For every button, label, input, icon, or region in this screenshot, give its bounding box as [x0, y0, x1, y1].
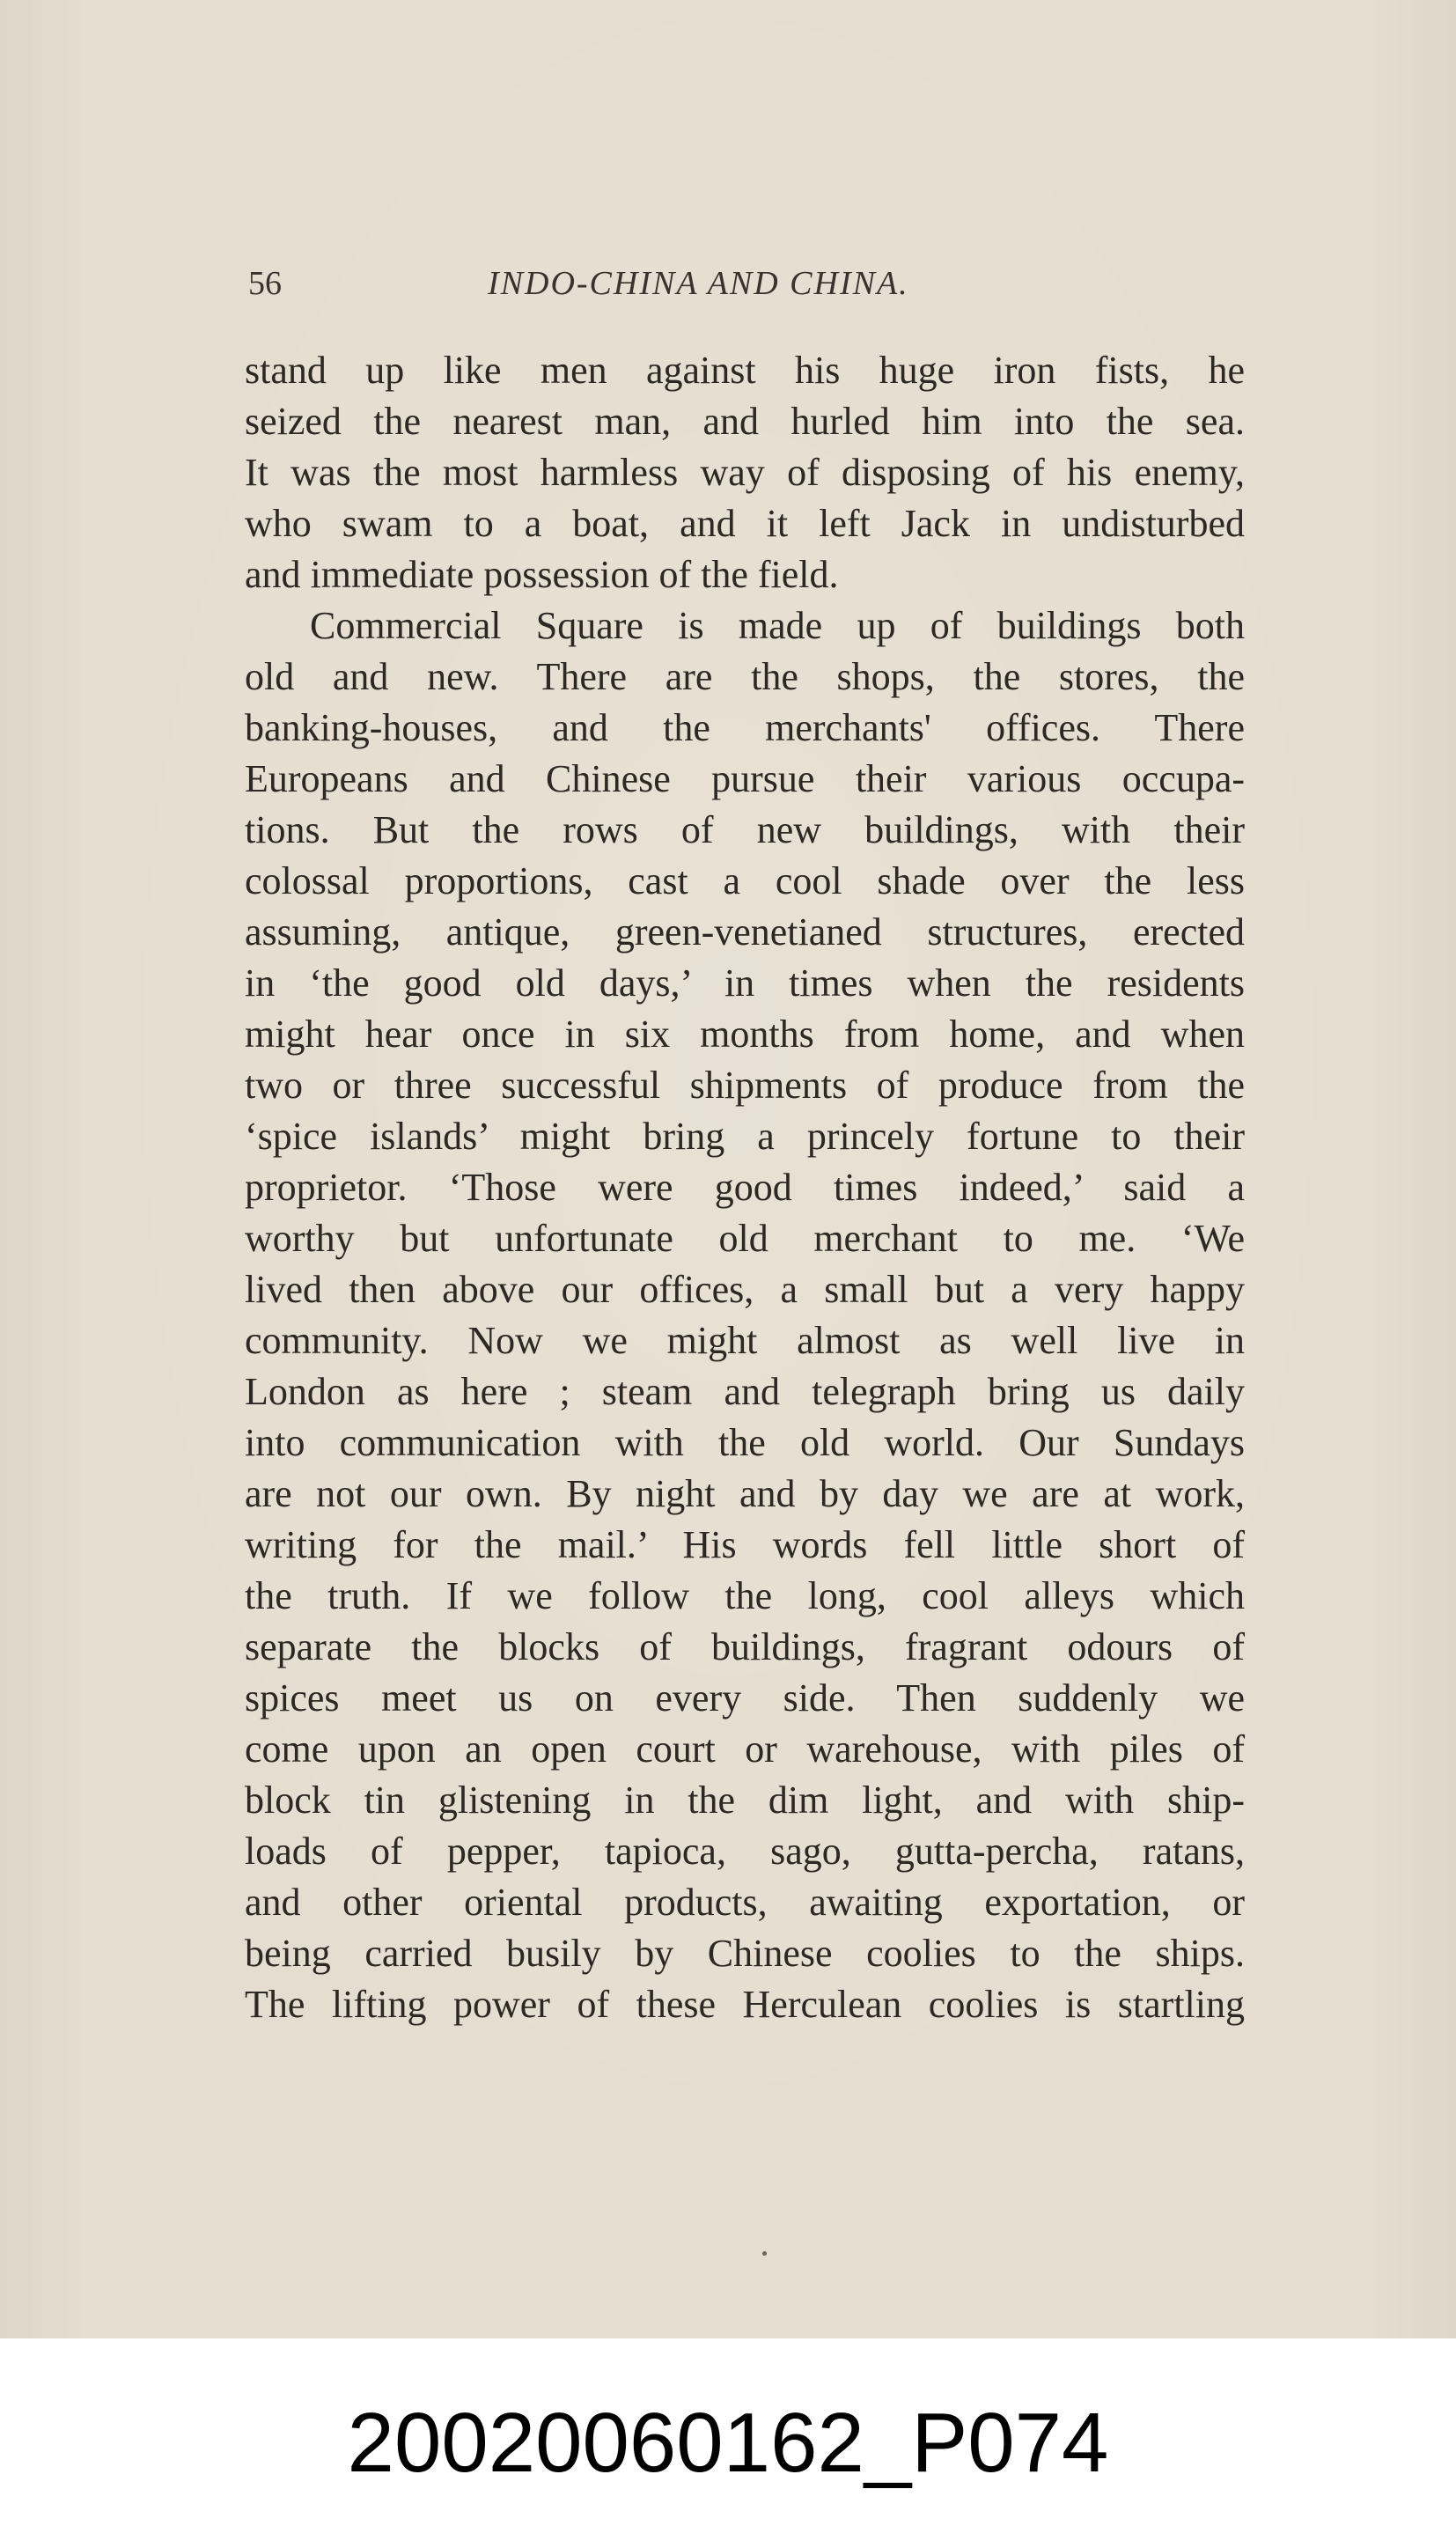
text-line: old and new. There are the shops, the stores, the — [245, 655, 1245, 698]
text-line: in ‘the good old days,’ in times when the residents — [245, 961, 1245, 1005]
ink-speck — [762, 2251, 767, 2256]
page-number: 56 — [248, 265, 282, 302]
text-line: lived then above our offices, a small but a very happy — [245, 1268, 1245, 1311]
text-line: seized the nearest man, and hurled him into the sea. — [245, 400, 1245, 443]
text-line: the truth. If we follow the long, cool alleys which — [245, 1574, 1245, 1617]
text-line: tions. But the rows of new buildings, with their — [245, 808, 1245, 851]
scan-id-caption: 20020060162_P074 — [0, 2338, 1456, 2548]
text-line: proprietor. ‘Those were good times indeed,’ said a — [245, 1166, 1245, 1209]
text-line: ‘spice islands’ might bring a princely fortune to their — [245, 1115, 1245, 1158]
text-line: colossal proportions, cast a cool shade over the less — [245, 859, 1245, 902]
text-line: and other oriental products, awaiting exportation, or — [245, 1881, 1245, 1924]
body-text — [245, 345, 1245, 2030]
text-line: London as here ; steam and telegraph bring us daily — [245, 1370, 1245, 1413]
running-head: INDO-CHINA AND CHINA. — [488, 265, 909, 302]
text-line: The lifting power of these Herculean coolies is startling — [245, 1983, 1245, 2026]
text-line: Commercial Square is made up of buildings both — [310, 604, 1245, 647]
text-line: Europeans and Chinese pursue their various occupa- — [245, 757, 1245, 800]
text-line: writing for the mail.’ His words fell little short of — [245, 1523, 1245, 1566]
text-line: It was the most harmless way of disposing of his enemy, — [245, 451, 1245, 494]
text-line: two or three successful shipments of produce from the — [245, 1064, 1245, 1107]
text-line: assuming, antique, green-venetianed structures, erected — [245, 910, 1245, 954]
text-line: being carried busily by Chinese coolies to the ships. — [245, 1932, 1245, 1975]
text-line: are not our own. By night and by day we are at work, — [245, 1472, 1245, 1515]
text-line: spices meet us on every side. Then suddenly we — [245, 1676, 1245, 1720]
text-line: into communication with the old world. Our Sundays — [245, 1421, 1245, 1464]
text-line: block tin glistening in the dim light, and with ship- — [245, 1778, 1245, 1822]
text-line: who swam to a boat, and it left Jack in undisturbed — [245, 502, 1245, 545]
text-line: worthy but unfortunate old merchant to me. ‘We — [245, 1217, 1245, 1260]
text-line: and immediate possession of the field. — [245, 553, 839, 596]
text-line: stand up like men against his huge iron fists, he — [245, 349, 1245, 392]
text-line: come upon an open court or warehouse, with piles of — [245, 1727, 1245, 1771]
text-line: might hear once in six months from home, and when — [245, 1013, 1245, 1056]
text-line: community. Now we might almost as well live in — [245, 1319, 1245, 1362]
text-line: separate the blocks of buildings, fragrant odours of — [245, 1625, 1245, 1668]
text-line: banking-houses, and the merchants' offices. There — [245, 706, 1245, 749]
text-line: loads of pepper, tapioca, sago, gutta-percha, ratans, — [245, 1830, 1245, 1873]
